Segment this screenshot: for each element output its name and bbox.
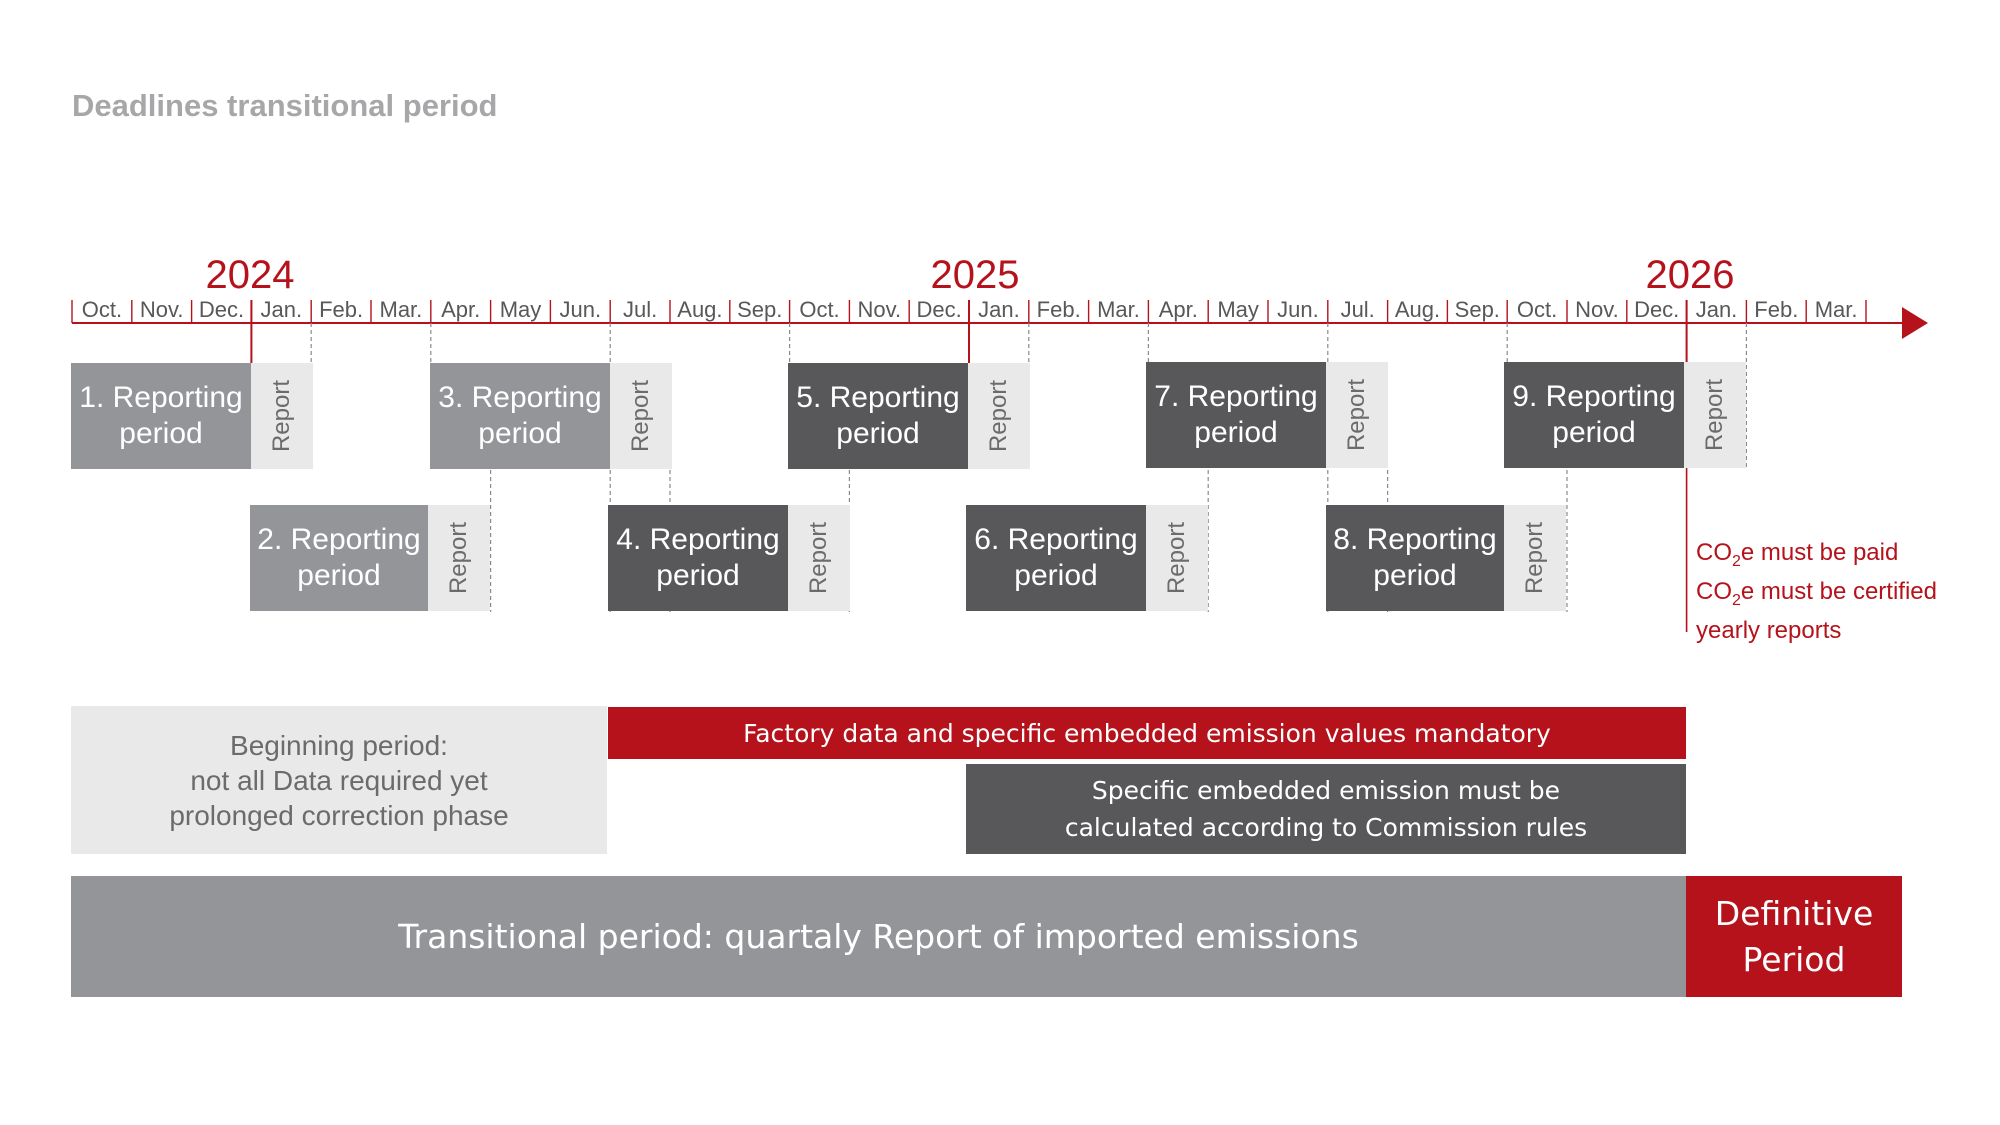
year-label-2024: 2024 <box>205 253 295 297</box>
month-label: Apr. <box>441 297 481 322</box>
reporting-period-sublabel: period <box>297 559 381 592</box>
month-label: Sep. <box>737 297 783 322</box>
month-label: Jul. <box>622 297 658 322</box>
report-label: Report <box>627 379 655 453</box>
month-label: Jul. <box>1340 297 1375 322</box>
month-label: Nov. <box>139 297 184 322</box>
month-label: Jan. <box>260 297 303 322</box>
report-label: Report <box>1343 378 1371 452</box>
month-label: Jun. <box>559 297 602 322</box>
month-label: Dec. <box>1634 297 1680 322</box>
co2-certified-note: $CO_2e$ must be certified <box>1696 577 1937 609</box>
specific-emission-bar <box>966 764 1686 854</box>
report-box-8 <box>1504 505 1566 611</box>
month-label: Mar. <box>379 297 423 322</box>
specific-emission-line-2: calculated according to Commission rules <box>1064 813 1588 842</box>
page-title: Deadlines transitional period <box>72 88 498 123</box>
month-label: Nov. <box>857 297 902 322</box>
month-label: Oct. <box>799 297 840 322</box>
month-label: Dec. <box>198 297 245 322</box>
month-label: Mar. <box>1814 297 1858 322</box>
year-label-2026: 2026 <box>1645 253 1735 297</box>
reporting-period-sublabel: period <box>1552 416 1636 449</box>
month-label: Dec. <box>916 297 962 322</box>
report-box-5 <box>968 363 1030 469</box>
beginning-period-box <box>71 706 607 854</box>
reporting-period-label: 3. Reporting <box>438 381 602 414</box>
reporting-period-3 <box>430 363 610 469</box>
transitional-period-label: Transitional period: quartaly Report of imported emissions <box>398 917 1359 956</box>
axis-arrow-icon <box>1902 307 1928 339</box>
report-box-2 <box>428 505 490 611</box>
reporting-period-8 <box>1326 505 1504 611</box>
report-box-3 <box>610 363 672 469</box>
specific-emission-line-1: Specific embedded emission must be <box>1091 776 1561 805</box>
month-label: May <box>499 297 542 322</box>
month-label: Apr. <box>1158 297 1198 322</box>
definitive-period-bar <box>1686 876 1902 997</box>
year-label-2025: 2025 <box>930 253 1020 297</box>
reporting-period-7 <box>1146 362 1326 468</box>
report-label: Report <box>1163 521 1191 595</box>
reporting-period-sublabel: period <box>1373 559 1457 592</box>
month-label: May <box>1217 297 1259 322</box>
month-label: Oct. <box>81 297 123 322</box>
transitional-period-bar <box>71 876 1686 997</box>
month-label: Jan. <box>978 297 1020 322</box>
definitive-line-1: Definitive <box>1714 893 1874 933</box>
reporting-period-sublabel: period <box>478 417 562 450</box>
beginning-line-1: Beginning period: <box>230 729 448 761</box>
reporting-period-label: 8. Reporting <box>1333 523 1497 556</box>
factory-data-bar <box>608 707 1686 759</box>
reporting-period-label: 4. Reporting <box>616 523 780 556</box>
reporting-period-6 <box>966 505 1146 611</box>
report-box-6 <box>1146 505 1208 611</box>
report-box-9 <box>1684 362 1746 468</box>
report-box-7 <box>1326 362 1388 468</box>
month-label: Aug. <box>677 297 723 322</box>
report-label: Report <box>985 379 1013 453</box>
report-label: Report <box>268 379 296 453</box>
month-label: Nov. <box>1575 297 1619 322</box>
reporting-period-9 <box>1504 362 1684 468</box>
reporting-period-sublabel: period <box>1014 559 1098 592</box>
beginning-line-2: not all Data required yet <box>190 764 488 796</box>
month-label: Feb. <box>319 297 364 322</box>
reporting-period-1 <box>71 363 251 469</box>
co2-notes <box>1696 538 1937 646</box>
month-label: Mar. <box>1097 297 1140 322</box>
report-box-1 <box>251 363 313 469</box>
reporting-period-label: 1. Reporting <box>79 381 243 414</box>
co2-paid-note: $CO_2e$ must be paid <box>1696 539 1899 570</box>
reporting-period-label: 7. Reporting <box>1154 380 1318 413</box>
month-label: Oct. <box>1516 297 1558 322</box>
report-label: Report <box>445 521 473 595</box>
reporting-period-sublabel: period <box>1194 416 1278 449</box>
report-box-4 <box>788 505 850 611</box>
report-label: Report <box>1521 521 1549 595</box>
reporting-period-sublabel: period <box>119 417 203 450</box>
reporting-period-sublabel: period <box>656 559 740 592</box>
reporting-period-label: 5. Reporting <box>796 381 960 414</box>
month-label: Jan. <box>1695 297 1738 322</box>
month-label: Jun. <box>1277 297 1319 322</box>
factory-data-label: Factory data and specific embedded emission values mandatory <box>743 718 1551 748</box>
definitive-line-2: Period <box>1742 939 1846 979</box>
reporting-period-2 <box>250 505 428 611</box>
yearly-reports-note: yearly reports <box>1696 616 1842 644</box>
reporting-period-4 <box>608 505 788 611</box>
reporting-period-label: 9. Reporting <box>1512 380 1676 413</box>
reporting-period-label: 6. Reporting <box>974 523 1138 556</box>
report-label: Report <box>805 521 833 595</box>
report-label: Report <box>1701 378 1729 452</box>
month-label: Sep. <box>1454 297 1500 322</box>
month-label: Aug. <box>1394 297 1441 322</box>
month-label: Feb. <box>1036 297 1081 322</box>
reporting-period-sublabel: period <box>836 417 920 450</box>
reporting-period-label: 2. Reporting <box>257 523 421 556</box>
beginning-line-3: prolonged correction phase <box>169 799 509 831</box>
reporting-period-5 <box>788 363 968 469</box>
month-label: Feb. <box>1754 297 1799 322</box>
